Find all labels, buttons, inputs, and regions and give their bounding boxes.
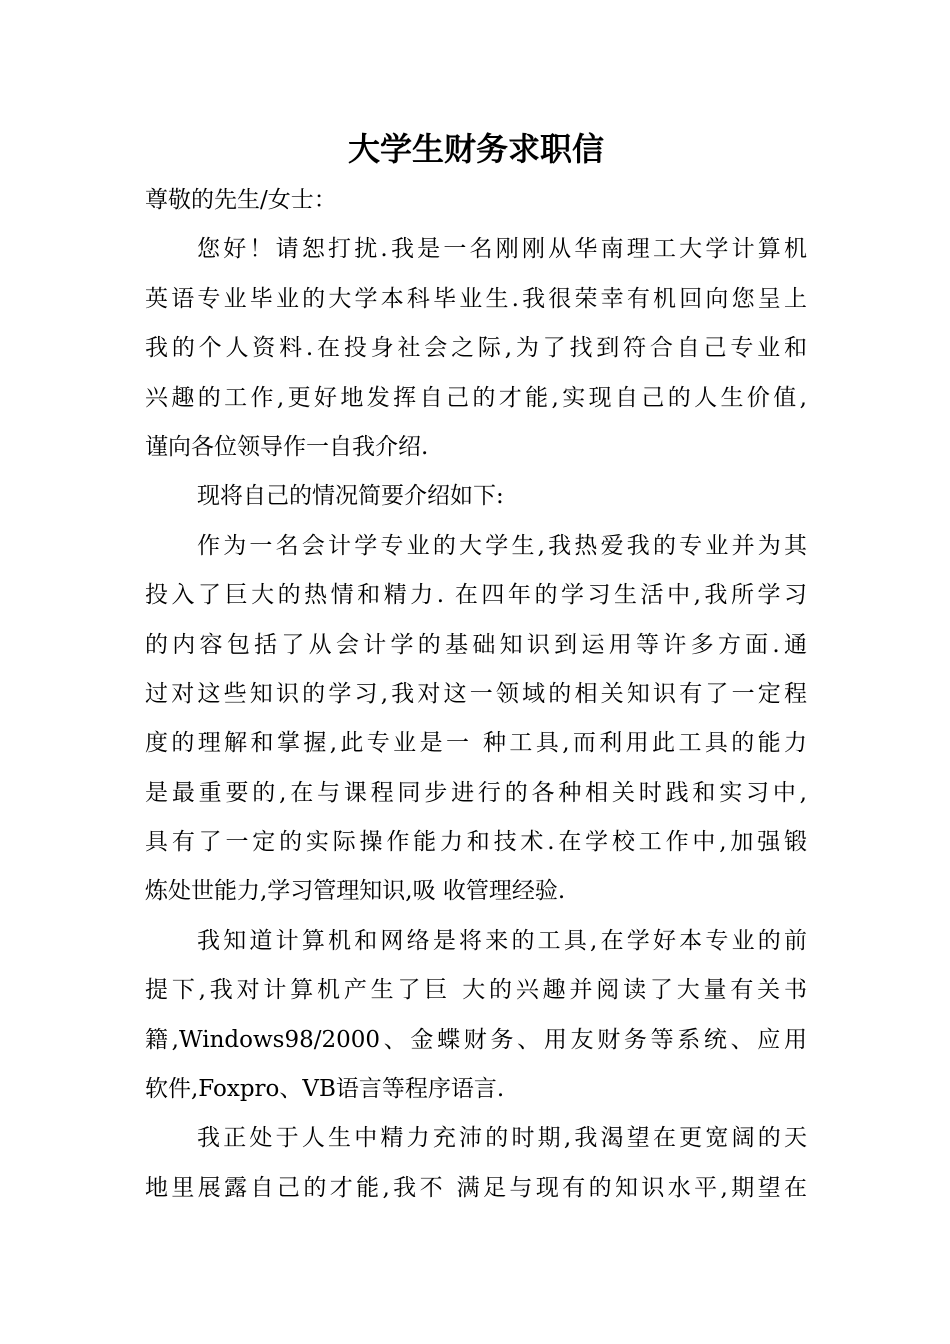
- text-line: 炼处世能力,学习管理知识,吸 收管理经验.: [145, 878, 566, 905]
- document-title: 大学生财务求职信: [347, 130, 604, 168]
- text-line: 过对这些知识的学习,我对这一领域的相关知识有了一定程: [145, 680, 807, 707]
- text-line: 兴趣的工作,更好地发挥自己的才能,实现自己的人生价值,: [145, 384, 807, 411]
- text-line: 的内容包括了从会计学的基础知识到运用等许多方面.通: [145, 631, 807, 658]
- text-line: 软件,Foxpro、VB语言等程序语言.: [145, 1076, 505, 1103]
- text-line: 度的理解和掌握,此专业是一 种工具,而利用此工具的能力: [145, 730, 807, 757]
- text-line: 我的个人资料.在投身社会之际,为了找到符合自己专业和: [145, 335, 807, 362]
- text-line: 地里展露自己的才能,我不 满足与现有的知识水平,期望在: [145, 1174, 807, 1201]
- text-line: 是最重要的,在与课程同步进行的各种相关时践和实习中,: [145, 779, 807, 806]
- text-line: 我知道计算机和网络是将来的工具,在学好本专业的前: [197, 927, 807, 954]
- text-line: 英语专业毕业的大学本科毕业生.我很荣幸有机回向您呈上: [145, 285, 807, 312]
- text-line: 您好！请恕打扰.我是一名刚刚从华南理工大学计算机: [197, 236, 807, 263]
- text-line: 谨向各位领导作一自我介绍.: [145, 433, 429, 460]
- text-line: 籍,Windows98/2000、金蝶财务、用友财务等系统、应用: [145, 1026, 807, 1053]
- text-line: 尊敬的先生/女士：: [145, 187, 337, 213]
- text-line: 提下,我对计算机产生了巨 大的兴趣并阅读了大量有关书: [145, 977, 807, 1004]
- text-line: 现将自己的情况简要介绍如下:: [197, 483, 504, 510]
- text-line: 我正处于人生中精力充沛的时期,我渴望在更宽阔的天: [197, 1125, 807, 1152]
- text-line: 投入了巨大的热情和精力. 在四年的学习生活中,我所学习: [145, 582, 807, 609]
- document-body: [145, 176, 807, 1213]
- text-line: 作为一名会计学专业的大学生,我热爱我的专业并为其: [197, 532, 807, 559]
- text-line: 具有了一定的实际操作能力和技术.在学校工作中,加强锻: [145, 829, 807, 856]
